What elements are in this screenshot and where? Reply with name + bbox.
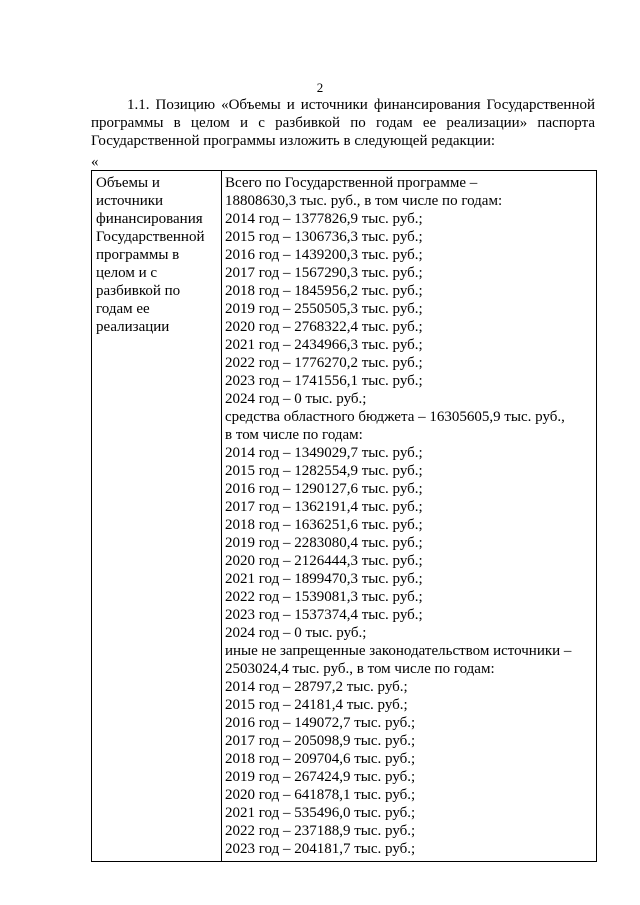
financing-label-line: годам ее <box>96 301 150 317</box>
financing-table <box>91 170 597 862</box>
financing-value-line: 2017 год – 1362191,4 тыс. руб.; <box>225 499 423 515</box>
financing-value-line: 2021 год – 1899470,3 тыс. руб.; <box>225 571 423 587</box>
financing-value-line: 2024 год – 0 тыс. руб.; <box>225 625 367 641</box>
financing-value-line: 2014 год – 1349029,7 тыс. руб.; <box>225 445 423 461</box>
financing-value-line: 2016 год – 1439200,3 тыс. руб.; <box>225 247 423 263</box>
financing-value-line: 2015 год – 1282554,9 тыс. руб.; <box>225 463 423 479</box>
financing-value-line: 2023 год – 1537374,4 тыс. руб.; <box>225 607 423 623</box>
financing-value-line: 2024 год – 0 тыс. руб.; <box>225 391 367 407</box>
opening-quote-mark: « <box>91 154 99 170</box>
financing-label <box>96 174 217 336</box>
financing-label-line: разбивкой по <box>96 283 181 299</box>
financing-value-line: в том числе по годам: <box>225 427 363 443</box>
amendment-intro <box>91 96 595 150</box>
financing-value-line: 2020 год – 2768322,4 тыс. руб.; <box>225 319 423 335</box>
financing-value-line: 18808630,3 тыс. руб., в том числе по годам: <box>225 193 503 209</box>
financing-value-line: 2022 год – 1776270,2 тыс. руб.; <box>225 355 423 371</box>
financing-value-line: 2017 год – 205098,9 тыс. руб.; <box>225 733 416 749</box>
financing-value-line: 2022 год – 237188,9 тыс. руб.; <box>225 823 416 839</box>
financing-label-line: финансирования <box>96 211 203 227</box>
financing-value-line: 2021 год – 2434966,3 тыс. руб.; <box>225 337 423 353</box>
financing-value-line: 2015 год – 24181,4 тыс. руб.; <box>225 697 408 713</box>
financing-value-line: 2017 год – 1567290,3 тыс. руб.; <box>225 265 423 281</box>
financing-label-line: реализации <box>96 319 170 335</box>
financing-value-line: 2014 год – 28797,2 тыс. руб.; <box>225 679 408 695</box>
financing-value-line: 2018 год – 209704,6 тыс. руб.; <box>225 751 416 767</box>
financing-value-line: 2023 год – 204181,7 тыс. руб.; <box>225 841 416 857</box>
financing-value-line: 2021 год – 535496,0 тыс. руб.; <box>225 805 416 821</box>
financing-value-line: 2018 год – 1636251,6 тыс. руб.; <box>225 517 423 533</box>
financing-label-line: Объемы и <box>96 175 160 191</box>
financing-label-line: источники <box>96 193 164 209</box>
financing-value-line: 2014 год – 1377826,9 тыс. руб.; <box>225 211 423 227</box>
financing-value-line: 2503024,4 тыс. руб., в том числе по годам: <box>225 661 495 677</box>
financing-value-line: 2020 год – 641878,1 тыс. руб.; <box>225 787 416 803</box>
financing-value-line: средства областного бюджета – 16305605,9 тыс. руб., <box>225 409 565 425</box>
financing-value-cell <box>222 171 597 862</box>
financing-value-line: 2015 год – 1306736,3 тыс. руб.; <box>225 229 423 245</box>
financing-value-line: 2019 год – 267424,9 тыс. руб.; <box>225 769 416 785</box>
financing-value-line: 2016 год – 149072,7 тыс. руб.; <box>225 715 416 731</box>
financing-value-line: 2019 год – 2550505,3 тыс. руб.; <box>225 301 423 317</box>
financing-value-line: 2019 год – 2283080,4 тыс. руб.; <box>225 535 423 551</box>
financing-value-line: иные не запрещенные законодательством источники – <box>225 643 572 659</box>
financing-value-line: 2023 год – 1741556,1 тыс. руб.; <box>225 373 423 389</box>
financing-value-line: 2020 год – 2126444,3 тыс. руб.; <box>225 553 423 569</box>
page-number: 2 <box>316 80 324 95</box>
financing-label-line: целом и с <box>96 265 158 281</box>
financing-label-line: Государственной <box>96 229 205 245</box>
financing-value-line: 2016 год – 1290127,6 тыс. руб.; <box>225 481 423 497</box>
financing-label-line: программы в <box>96 247 180 263</box>
financing-value-line: Всего по Государственной программе – <box>225 175 478 191</box>
financing-label-cell <box>92 171 222 862</box>
amendment-intro-text: 1.1. Позицию «Объемы и источники финансирования Государственной программы в целом и с разбивкой по годам ее реализации» паспорта Государственной программы изложить в следующей редакции: <box>91 97 595 149</box>
financing-value-line: 2022 год – 1539081,3 тыс. руб.; <box>225 589 423 605</box>
financing-values <box>225 174 592 858</box>
financing-table-row <box>92 171 597 862</box>
financing-value-line: 2018 год – 1845956,2 тыс. руб.; <box>225 283 423 299</box>
